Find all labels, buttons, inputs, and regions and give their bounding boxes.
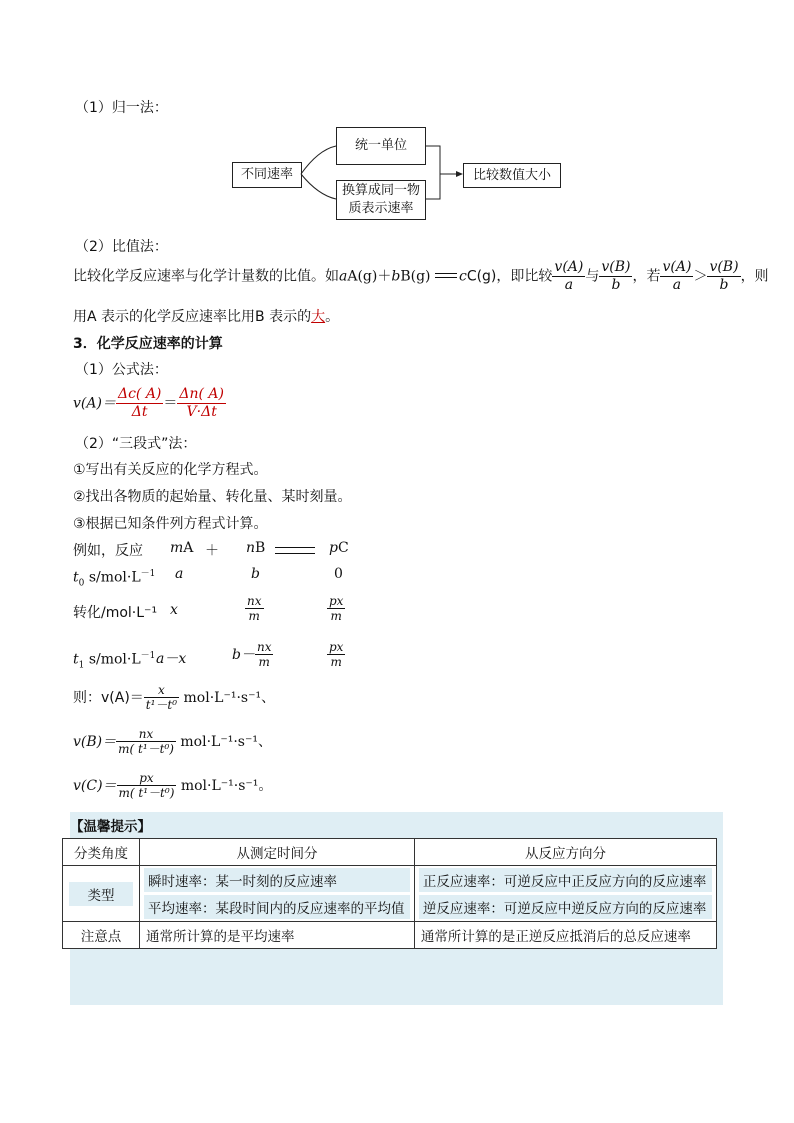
step-1: ①写出有关反应的化学方程式。 xyxy=(73,462,268,478)
tips-type-label: 类型 xyxy=(63,866,140,922)
section-heading-calculation: 3．化学反应速率的计算 xyxy=(73,336,223,352)
tips-note-label: 注意点 xyxy=(63,922,140,949)
example-label: 例如，反应 xyxy=(73,543,143,559)
tips-type-time: 瞬时速率：某一时刻的反应速率 平均速率：某段时间内的反应速率的平均值 xyxy=(140,866,415,922)
diagram-box-unify-units: 统一单位 xyxy=(336,127,426,165)
product-pC: pC xyxy=(329,540,349,556)
conv-x: x xyxy=(170,602,178,618)
row-label-t0: $t_0$ $s/mol\cdot L^{-1}$ xyxy=(73,569,156,589)
row-label-t1: $t_1$ $s/mol\cdot L^{-1}$ xyxy=(73,651,156,671)
tips-header-direction: 从反应方向分 xyxy=(414,839,716,866)
step-2: ②找出各物质的起始量、转化量、某时刻量。 xyxy=(73,489,352,505)
t0-b: b xyxy=(251,566,260,582)
rate-vB: v(B)＝ $\frac{nx}{\text{m( t¹－t⁰)}}$ mol·L⁻¹·s⁻¹、 xyxy=(73,727,272,757)
diagram-box-different-rates: 不同速率 xyxy=(232,162,302,188)
t0-a: a xyxy=(175,566,184,582)
three-stage-heading: （2）“三段式”法： xyxy=(75,436,197,452)
section-heading-normalization: （1）归一法： xyxy=(75,100,168,116)
section-heading-ratio: （2）比值法： xyxy=(75,239,168,255)
tips-header-category: 分类角度 xyxy=(63,839,140,866)
diagram-box-convert-substance: 换算成同一物 质表示速率 xyxy=(336,180,426,220)
rate-vC: v(C)＝ $\frac{px}{\text{m( t¹－t⁰)}}$ mol·L⁻¹·s⁻¹。 xyxy=(73,771,273,801)
tips-table xyxy=(62,838,717,949)
t1-pC-fraction: $\frac{px}{m}$ xyxy=(329,640,344,670)
ratio-paragraph-line1: 比较化学反应速率与化学计量数的比值。如aA(g)＋bB(g) cC(g)，即比较 $\frac{v(A)}{a}$ 与 $\frac{v(B)}{b}$ ，若 $\frac{v(A)}{a}$ ＞ $\frac{v(B)}{b}$ ，则 xyxy=(73,259,769,293)
diagram-box-compare-values: 比较数值大小 xyxy=(463,163,561,188)
conv-pC-fraction: $\frac{px}{m}$ xyxy=(329,594,344,624)
ratio-paragraph-line2: 用A 表示的化学反应速率比用B 表示的大。 xyxy=(73,309,340,325)
tips-note-direction: 通常所计算的是正逆反应抵消后的总反应速率 xyxy=(414,922,716,949)
reaction-equals-sign xyxy=(275,547,315,554)
step-3: ③根据已知条件列方程式计算。 xyxy=(73,516,268,532)
conv-nB-fraction: $\frac{nx}{m}$ xyxy=(247,594,262,624)
rate-vA: 则：v(A)＝ $\frac{x}{\text{t¹－t⁰}}$ mol·L⁻¹·s⁻¹、 xyxy=(73,683,276,713)
reactant-mA: mA xyxy=(170,540,194,556)
t1-a: a－x xyxy=(156,651,187,667)
t1-b: b－ $\frac{nx}{m}$ xyxy=(232,640,272,670)
tips-type-direction: 正反应速率：可逆反应中正反应方向的反应速率 逆反应速率：可逆反应中逆反应方向的反应速率 xyxy=(414,866,716,922)
rate-formula: v(A)＝ $\frac{\Delta c( A)}{\Delta t}$ ＝ $\frac{\Delta n( A)}{V\cdot\Delta t}$ xyxy=(73,386,225,420)
tips-title: 【温馨提示】 xyxy=(70,819,151,835)
tips-header-time: 从测定时间分 xyxy=(140,839,415,866)
row-label-conversion: 转化/mol·L⁻¹ xyxy=(73,605,158,621)
plus-sign: ＋ xyxy=(205,543,219,559)
t0-c: 0 xyxy=(334,566,343,582)
formula-heading: （1）公式法： xyxy=(75,362,168,378)
reactant-nB: nB xyxy=(246,540,266,556)
tips-note-time: 通常所计算的是平均速率 xyxy=(140,922,415,949)
answer-blank: 大 xyxy=(311,309,326,325)
